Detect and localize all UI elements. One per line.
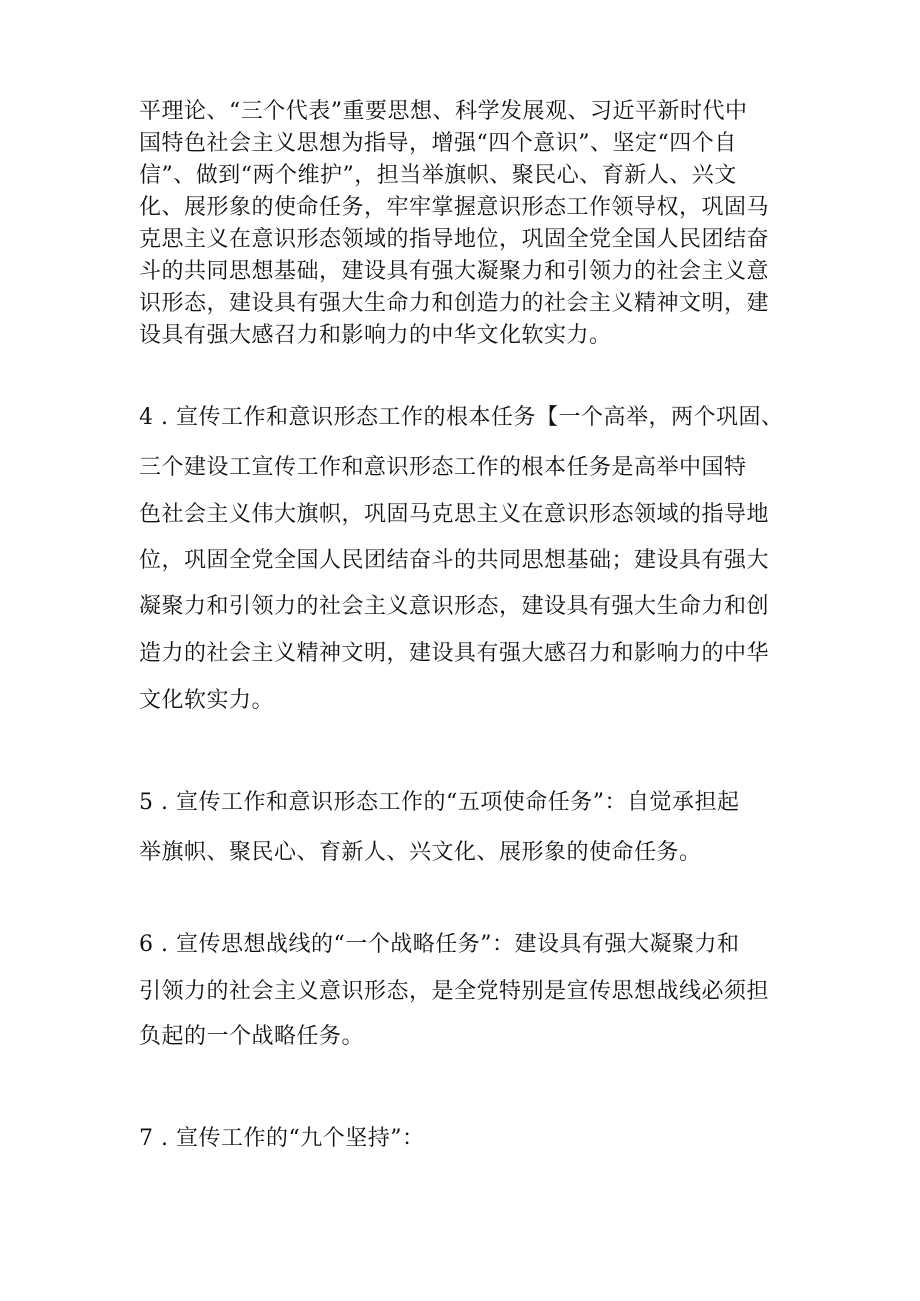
text-line: 设具有强大感召力和影响力的中华文化软实力。 (139, 323, 612, 348)
text-line: 色社会主义伟大旗帜，巩固马克思主义在意识形态领域的指导地 (139, 502, 770, 527)
text-line: 平理论、“三个代表”重要思想、科学发展观、习近平新时代中 (139, 99, 748, 124)
text-line: 斗的共同思想基础，建设具有强大凝聚力和引领力的社会主义意 (139, 259, 770, 284)
text-line: 凝聚力和引领力的社会主义意识形态，建设具有强大生命力和创 (139, 594, 770, 619)
text-line: 7 . 宣传工作的“九个坚持”： (139, 1126, 425, 1151)
text-line: 引领力的社会主义意识形态，是全党特别是宣传思想战线必须担 (139, 979, 770, 1004)
text-line: 位，巩固全党全国人民团结奋斗的共同思想基础；建设具有强大 (139, 548, 770, 573)
text-line: 举旗帜、聚民心、育新人、兴文化、展形象的使命任务。 (139, 840, 702, 865)
text-line: 三个建设工宣传工作和意识形态工作的根本任务是高举中国特 (139, 455, 747, 480)
text-line: 识形态，建设具有强大生命力和创造力的社会主义精神文明，建 (139, 291, 770, 316)
text-line: 克思主义在意识形态领域的指导地位，巩固全党全国人民团结奋 (139, 227, 770, 252)
text-line: 化、展形象的使命任务，牢牢掌握意识形态工作领导权，巩固马 (139, 195, 770, 220)
text-line: 国特色社会主义思想为指导，增强“四个意识”、坚定“四个自 (139, 131, 737, 156)
text-line: 信”、做到“两个维护”，担当举旗帜、聚民心、育新人、兴文 (139, 163, 737, 188)
text-line: 文化软实力。 (139, 688, 275, 713)
text-line: 6 . 宣传思想战线的“一个战略任务”：建设具有强大凝聚力和 (139, 932, 740, 957)
text-line: 造力的社会主义精神文明，建设具有强大感召力和影响力的中华 (139, 641, 770, 666)
text-line: 5 . 宣传工作和意识形态工作的“五项使命任务”：自觉承担起 (139, 790, 740, 815)
text-line: 负起的一个战略任务。 (139, 1024, 365, 1049)
text-line: 4 . 宣传工作和意识形态工作的根本任务【一个高举，两个巩固、 (139, 405, 784, 430)
